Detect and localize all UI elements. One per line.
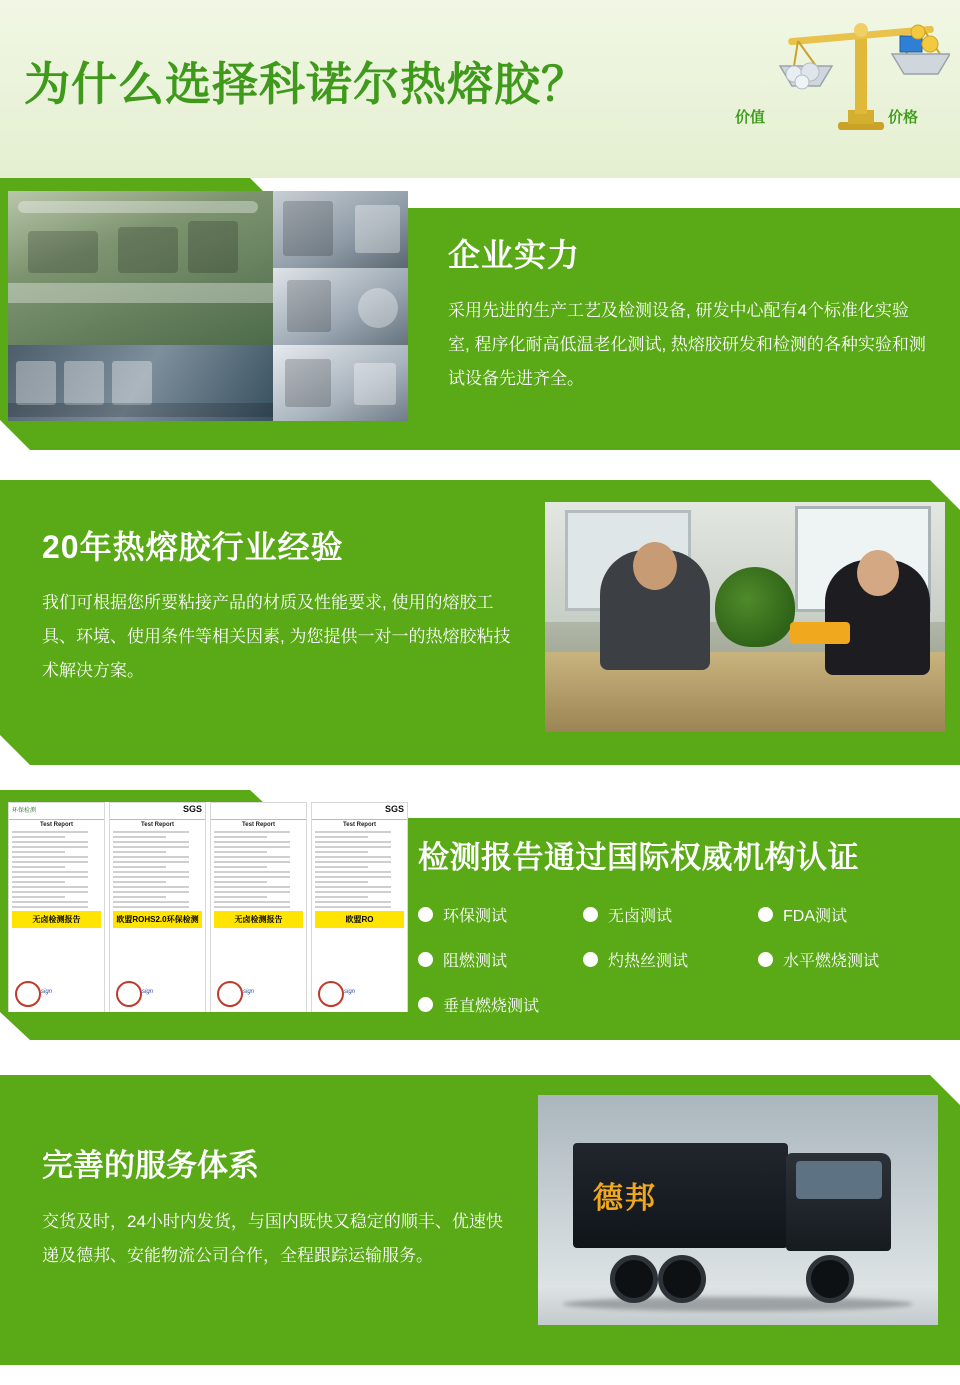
glue-gun — [790, 622, 850, 644]
bullet-dot-icon — [418, 907, 433, 922]
report-brand: 环保检测 — [12, 808, 37, 814]
certification-label: FDA测试 — [783, 908, 848, 925]
section-heading: 企业实力 — [448, 237, 581, 273]
report-document: SGS Test Report 欧盟RO sign — [311, 802, 408, 1012]
balance-scale-icon — [735, 14, 950, 139]
certification-list — [418, 903, 948, 1016]
factory-photo-collage — [8, 191, 408, 421]
certification-label: 阻燃测试 — [443, 953, 508, 970]
report-title: Test Report — [343, 822, 376, 828]
consultation-photo — [545, 502, 945, 732]
section-text-block — [418, 832, 948, 1016]
report-document: 环保检测 Test Report 无卤检测报告 sign — [8, 802, 105, 1012]
logistics-truck-photo — [538, 1095, 938, 1325]
bullet-dot-icon — [758, 907, 773, 922]
bullet-dot-icon — [758, 952, 773, 967]
bullet-dot-icon — [583, 907, 598, 922]
certification-item — [583, 903, 758, 926]
scale-price-label: 价格 — [888, 109, 919, 126]
report-badge: 无卤检测报告 — [214, 911, 303, 928]
section-service-system — [0, 1075, 960, 1385]
certification-label: 垂直燃烧测试 — [443, 998, 540, 1015]
photo-lab-1 — [273, 191, 408, 268]
certification-item — [418, 948, 583, 971]
section-body: 采用先进的生产工艺及检测设备, 研发中心配有4个标准化实验室, 程序化耐高低温老化测试, 热熔胶研发和检测的各种实验和测试设备先进齐全。 — [448, 301, 926, 388]
section-text-block — [42, 522, 512, 688]
photo-conveyor — [8, 345, 273, 421]
report-badge: 无卤检测报告 — [12, 911, 101, 928]
section-experience — [0, 480, 960, 765]
section-heading: 完善的服务体系 — [42, 1148, 259, 1183]
certification-item — [758, 903, 948, 926]
certification-label: 无卤测试 — [608, 908, 673, 925]
photo-lab-3 — [273, 345, 408, 421]
report-document: Test Report 无卤检测报告 sign — [210, 802, 307, 1012]
bullet-dot-icon — [418, 997, 433, 1012]
photo-production-line — [8, 191, 273, 345]
truck-brand-label: 德邦 — [593, 1182, 657, 1215]
plant-decor — [715, 567, 795, 647]
scale-value-label: 价值 — [735, 109, 766, 126]
report-title: Test Report — [40, 822, 73, 828]
certification-item — [418, 993, 583, 1016]
section-text-block — [42, 1140, 512, 1273]
report-title: Test Report — [141, 822, 174, 828]
report-brand: SGS — [384, 804, 404, 814]
report-badge: 欧盟ROHS2.0环保检测 — [113, 911, 202, 928]
bullet-dot-icon — [583, 952, 598, 967]
report-badge: 欧盟RO — [315, 911, 404, 928]
bullet-dot-icon — [418, 952, 433, 967]
certification-label: 灼热丝测试 — [608, 953, 689, 970]
section-company-strength — [0, 178, 960, 450]
section-test-reports — [0, 790, 960, 1040]
section-text-block — [448, 230, 928, 396]
section-body: 交货及时，24小时内发货，与国内既快又稳定的顺丰、优速快递及德邦、安能物流公司合作，全程跟踪运输服务。 — [42, 1212, 503, 1265]
page-title: 为什么选择科诺尔热熔胶？ — [24, 58, 588, 110]
certification-label: 水平燃烧测试 — [783, 953, 880, 970]
section-heading: 检测报告通过国际权威机构认证 — [418, 840, 859, 875]
test-report-images — [8, 802, 408, 1012]
section-heading: 20年热熔胶行业经验 — [42, 529, 344, 565]
certification-item — [583, 948, 758, 971]
certification-item — [758, 948, 948, 971]
section-body: 我们可根据您所要粘接产品的材质及性能要求, 使用的熔胶工具、环境、使用条件等相关因素, 为您提供一对一的热熔胶粘技术解决方案。 — [42, 593, 511, 680]
certification-item — [418, 903, 583, 926]
report-brand: SGS — [182, 804, 202, 814]
page-header — [0, 0, 960, 178]
report-title: Test Report — [242, 822, 275, 828]
photo-lab-2 — [273, 268, 408, 345]
report-document: SGS Test Report 欧盟ROHS2.0环保检测 sign — [109, 802, 206, 1012]
certification-label: 环保测试 — [443, 908, 508, 925]
